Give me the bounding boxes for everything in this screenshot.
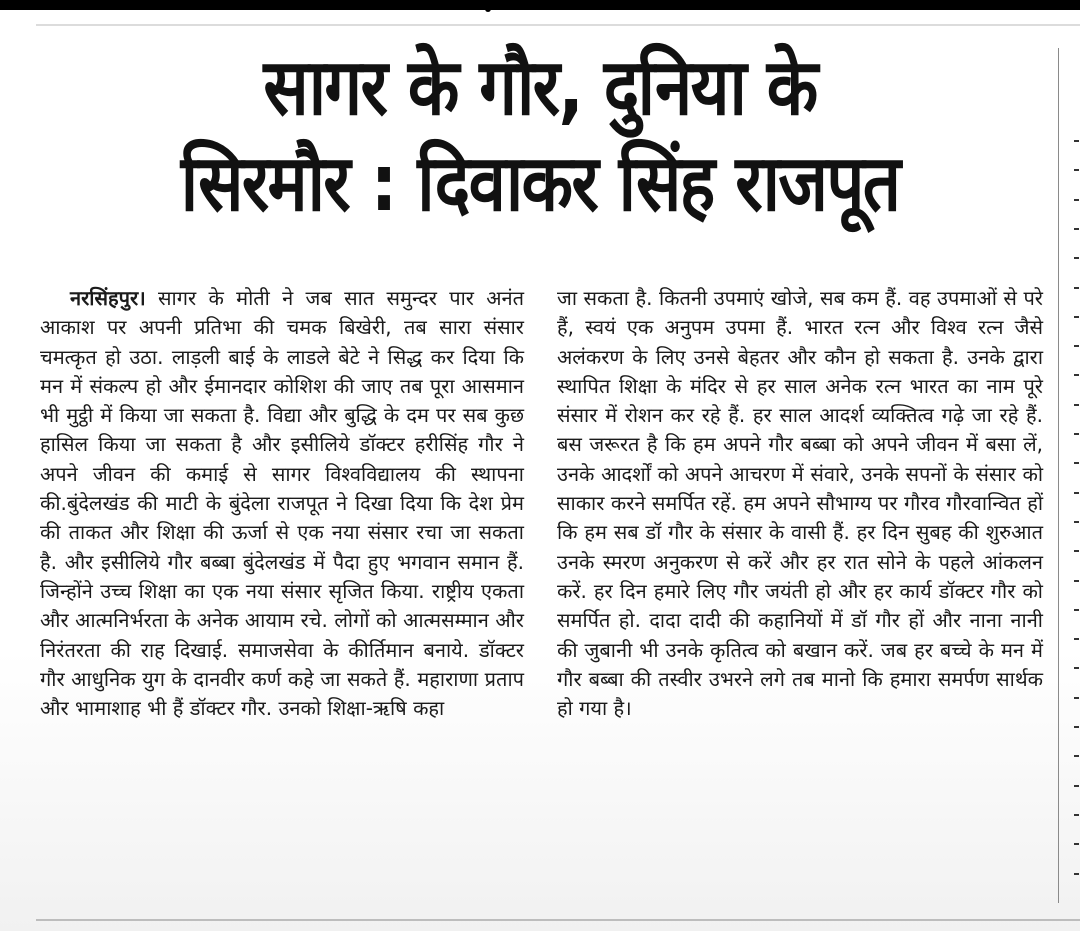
clipped-text-fragment: [1074, 814, 1079, 816]
clipped-text-fragment: [1074, 638, 1079, 640]
clipped-text-fragment: [1074, 697, 1079, 699]
clipped-text-fragment: [1074, 755, 1079, 757]
clipped-text-fragment: [1074, 228, 1079, 230]
headline: [101, 40, 978, 232]
clipped-text-fragment: [1074, 199, 1079, 201]
top-black-bar: [0, 0, 1080, 10]
dateline: नरसिंहपुर।: [70, 286, 146, 310]
clipped-text-fragment: [1074, 462, 1079, 464]
clipped-text-fragment: [1074, 580, 1079, 582]
clipped-text-fragment: [1074, 726, 1079, 728]
clipped-text-fragment: [1074, 169, 1079, 171]
clipped-text-fragment: [1074, 873, 1079, 875]
article-paragraph-left: [40, 284, 524, 723]
clipped-text-fragment: [1074, 257, 1079, 259]
clipped-text-fragment: [1074, 433, 1079, 435]
clipped-text-fragment: [1074, 492, 1079, 494]
clipped-text-fragment: [1074, 521, 1079, 523]
top-divider: [36, 24, 1080, 26]
clipped-text-fragment: [1074, 609, 1079, 611]
body-text-left: सागर के मोती ने जब सात समुन्दर पार अनंत आकाश पर अपनी प्रतिभा की चमक बिखेरी, तब सारा संसार चमत्कृत हो उठा. लाड़ली बाई के लाडले बेटे ने सिद्ध कर दिया कि मन में संकल्प हो और ईमानदार कोशिश की जाए तब पूरा आसमान भी मुट्ठी में किया जा सकता है. विद्या और बुद्धि के दम पर सब कुछ हासिल किया जा सकता है और इसीलिये डॉक्टर हरीसिंह गौर ने अपने जीवन की कमाई से सागर विश्वविद्यालय की स्थापना की.बुंदेलखंड की माटी के बुंदेला राजपूत ने दिखा दिया कि देश प्रेम की ताकत और शिक्षा की ऊर्जा से एक नया संसार रचा जा सकता है. और इसीलिये गौर बब्बा बुंदेलखंड में पैदा हुए भगवान समान हैं. जिन्होंने उच्च शिक्षा का एक नया संसार सृजित किया. राष्ट्रीय एकता और आत्मनिर्भरता के अनेक आयाम रचे. लोगों को आत्मसम्मान और निरंतरता की राह दिखाई. समाजसेवा के कीर्तिमान बनाये. डॉक्टर गौर आधुनिक युग के दानवीर कर्ण कहे जा सकते हैं. महाराणा प्रताप और भामाशाह भी हैं डॉक्टर गौर. उनको शिक्षा-ऋषि कहा: [40, 286, 525, 721]
clipped-text-fragment: [1074, 287, 1079, 289]
column-divider: [1058, 48, 1059, 903]
clipped-text-fragment: [1074, 404, 1079, 406]
clipped-text-fragment: [1074, 316, 1079, 318]
article-column-right: [557, 284, 1043, 723]
clipped-text-fragment: [1074, 140, 1079, 142]
clipped-text-fragment: [1074, 785, 1079, 787]
clipped-adjacent-column: [1074, 140, 1080, 900]
top-bar-notch: [485, 8, 491, 12]
headline-line-2: सिरमौर : दिवाकर सिंह राजपूत: [180, 139, 900, 229]
headline-line-1: सागर के गौर, दुनिया के: [263, 43, 817, 133]
clipped-text-fragment: [1074, 345, 1079, 347]
clipped-text-fragment: [1074, 843, 1079, 845]
clipped-text-fragment: [1074, 374, 1079, 376]
clipped-text-fragment: [1074, 550, 1079, 552]
bottom-divider: [36, 919, 1080, 921]
article-column-left: [40, 284, 524, 723]
body-text-right: जा सकता है. कितनी उपमाएं खोजे, सब कम हैं. वह उपमाओं से परे हैं, स्वयं एक अनुपम उपमा हैं. भारत रत्न और विश्व रत्न जैसे अलंकरण के लिए उनसे बेहतर और कौन हो सकता है. उनके द्वारा स्थापित शिक्षा के मंदिर से हर साल अनेक रत्न भारत का नाम पूरे संसार में रोशन कर रहे हैं. हर साल आदर्श व्यक्तित्व गढ़े जा रहे हैं. बस जरूरत है कि हम अपने गौर बब्बा को अपने जीवन में बसा लें, उनके आदर्शों को अपने आचरण में संवारे, उनके सपनों के संसार को साकार करने समर्पित रहें. हम अपने सौभाग्य पर गौरव गौरवान्वित हों कि हम सब डॉ गौर के संसार के वासी हैं. हर दिन सुबह की शुरुआत उनके स्मरण अनुकरण से करें और हर रात सोने के पहले आंकलन करें. हर दिन हमारे लिए गौर जयंती हो और हर कार्य डॉक्टर गौर को समर्पित हो. दादा दादी की कहानियों में डॉ गौर हों और नाना नानी की जुबानी भी उनके कृतित्व को बखान करें. जब हर बच्चे के मन में गौर बब्बा की तस्वीर उभरने लगे तब मानो कि हमारा समर्पण सार्थक हो गया है।: [557, 286, 1043, 721]
clipped-text-fragment: [1074, 667, 1079, 669]
